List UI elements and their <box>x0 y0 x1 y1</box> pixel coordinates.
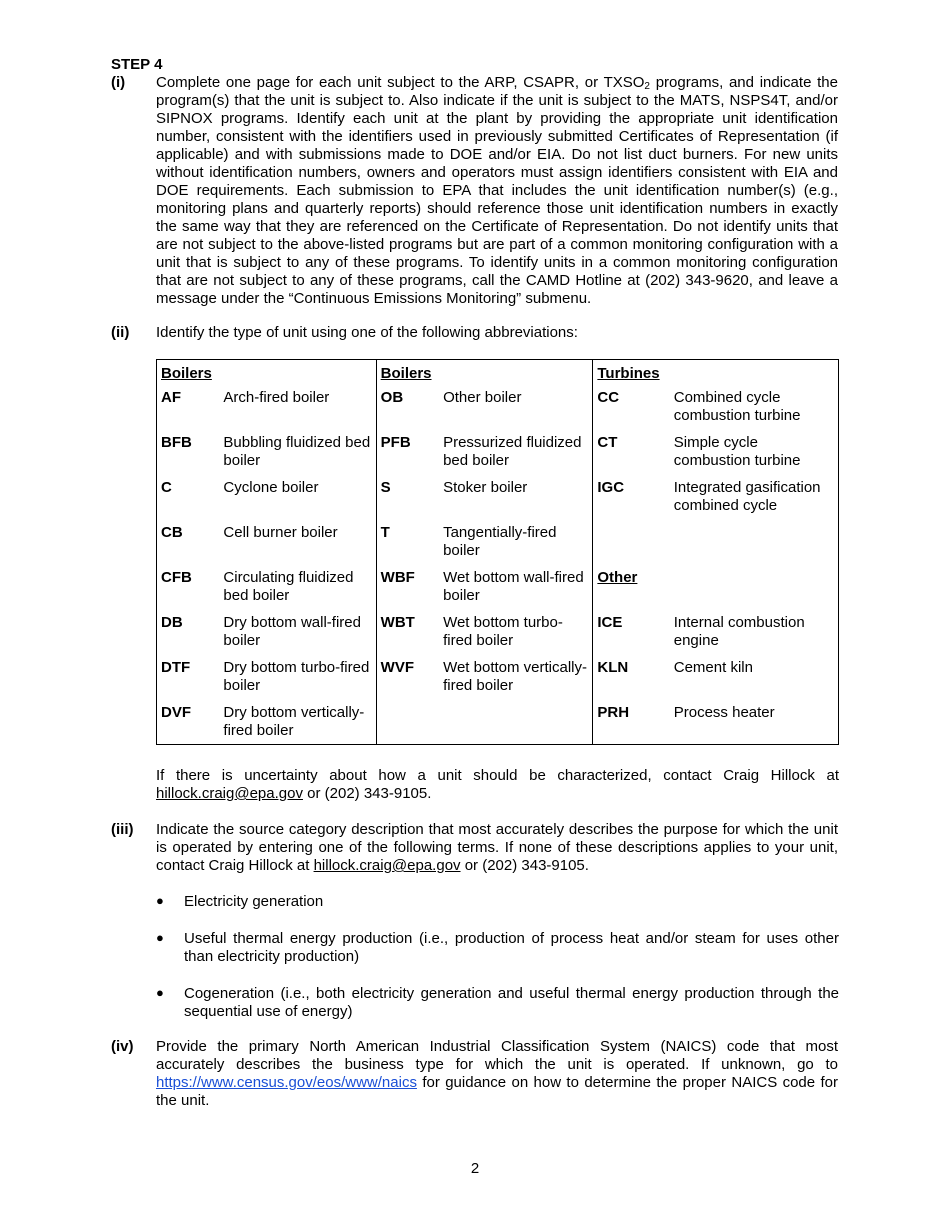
uncertainty-note-part1: If there is uncertainty about how a unit should be characterized, contact Craig Hillock at <box>156 767 839 784</box>
table-header-row <box>157 360 839 390</box>
unit-desc: Dry bottom wall-fired boiler <box>223 614 361 649</box>
unit-code: DTF <box>161 659 191 676</box>
section-iii-text <box>156 821 838 875</box>
unit-code: ICE <box>593 614 670 659</box>
section-iii-number: (iii) <box>111 821 134 838</box>
section-i-number: (i) <box>111 74 126 91</box>
unit-code: S <box>376 479 439 524</box>
bullet-icon: ● <box>156 985 164 1000</box>
table-header-other: Other <box>593 569 839 614</box>
unit-desc: Process heater <box>673 704 775 721</box>
unit-desc: Arch-fired boiler <box>223 389 330 406</box>
unit-desc: Dry bottom turbo-fired boiler <box>223 659 370 694</box>
section-iv-number: (iv) <box>111 1038 134 1055</box>
unit-desc: Circulating fluidized bed boiler <box>223 569 354 604</box>
unit-code: CC <box>593 389 670 434</box>
unit-desc-empty <box>670 524 839 569</box>
contact-email-link[interactable]: hillock.craig@epa.gov <box>313 857 461 874</box>
list-item-text: Useful thermal energy production (i.e., production of process heat and/or steam for uses other than electricity production) <box>184 930 839 965</box>
unit-code-empty <box>593 524 670 569</box>
table-header-boilers-1: Boilers <box>161 365 212 382</box>
naics-link[interactable]: https://www.census.gov/eos/www/naics <box>156 1074 417 1091</box>
unit-code: DB <box>161 614 183 631</box>
bullet-icon: ● <box>156 930 164 945</box>
unit-code-empty <box>376 704 439 745</box>
table-row <box>157 434 839 479</box>
unit-code: CB <box>161 524 183 541</box>
uncertainty-note-text <box>156 767 839 803</box>
table-row <box>157 569 839 614</box>
unit-code: DVF <box>161 704 191 721</box>
table-row <box>157 659 839 704</box>
unit-desc: Pressurized fluidized bed boiler <box>443 434 582 469</box>
unit-type-table <box>156 359 839 745</box>
section-i-text <box>156 74 838 308</box>
unit-desc: Other boiler <box>443 389 522 406</box>
unit-desc: Cell burner boiler <box>223 524 338 541</box>
table-header-boilers-2: Boilers <box>376 360 593 390</box>
uncertainty-note-part2: or (202) 343-9105. <box>302 785 432 802</box>
section-i-subscript: 2 <box>644 81 650 92</box>
table-header-turbines: Turbines <box>593 360 839 390</box>
table-row <box>157 524 839 569</box>
unit-desc: Simple cycle combustion turbine <box>673 434 801 469</box>
unit-code: IGC <box>593 479 670 524</box>
unit-code: WVF <box>376 659 439 704</box>
unit-code: PRH <box>593 704 670 745</box>
unit-desc: Cement kiln <box>673 659 753 676</box>
table-row <box>157 479 839 524</box>
section-i-text-part2: programs, and indicate the program(s) that the unit is subject to. Also indicate if the unit is subject to the MATS, NSPS4T, and/or SIPNOX programs. Identify each unit at the plant by providing the appropriate unit identification number, consistent with the identifiers used in previously submitted Certificates of Representation (if applicable) and with submissions made to DOE and/or EIA. Do not list duct burners. For new units without identification numbers, owners and operators must assign identifiers consistent with EIA and DOE requirements. Each submission to EPA that includes the unit identification number(s) (e.g., monitoring plans and quarterly reports) should reference those unit identification numbers in exactly the same way that they are referenced on the Certificate of Representation. Do not identify units that are not subject to the above-listed programs but are part of a common monitoring configuration with a unit that is subject to any of these programs. To identify units in a common monitoring configuration that are not subject to any of these programs, call the CAMD Hotline at (202) 343-9620, and leave a message under the “Continuous Emissions Monitoring” submenu. <box>156 74 838 307</box>
unit-desc: Internal combustion engine <box>673 614 805 649</box>
bullet-icon: ● <box>156 893 164 908</box>
unit-desc: Bubbling fluidized bed boiler <box>223 434 371 469</box>
section-ii-text: Identify the type of unit using one of the following abbreviations: <box>156 324 578 341</box>
page-number: 2 <box>470 1160 480 1177</box>
table-row <box>157 614 839 659</box>
unit-desc: Wet bottom turbo-fired boiler <box>443 614 563 649</box>
list-item-text: Electricity generation <box>184 893 324 910</box>
unit-code: AF <box>161 389 181 406</box>
unit-code: PFB <box>376 434 439 479</box>
unit-code: WBF <box>376 569 439 614</box>
unit-desc: Wet bottom wall-fired boiler <box>443 569 584 604</box>
contact-email-link[interactable]: hillock.craig@epa.gov <box>156 785 303 802</box>
list-item-text: Cogeneration (i.e., both electricity generation and useful thermal energy production through the sequential use of energy) <box>184 985 839 1020</box>
unit-desc: Wet bottom vertically-fired boiler <box>443 659 588 694</box>
unit-desc: Dry bottom vertically-fired boiler <box>223 704 365 739</box>
unit-code: CFB <box>161 569 192 586</box>
section-i-text-part1: Complete one page for each unit subject to the ARP, CSAPR, or TXSO <box>156 74 645 91</box>
unit-code: BFB <box>161 434 192 451</box>
unit-code: CT <box>593 434 670 479</box>
section-iv-part2: for guidance on how to determine the proper NAICS code for the unit. <box>156 1074 838 1109</box>
unit-desc: Stoker boiler <box>443 479 528 496</box>
unit-desc: Integrated gasification combined cycle <box>673 479 821 514</box>
unit-desc: Cyclone boiler <box>223 479 319 496</box>
table-row <box>157 704 839 745</box>
section-iii-part2: or (202) 343-9105. <box>460 857 589 874</box>
unit-code: OB <box>376 389 439 434</box>
section-ii-number: (ii) <box>111 324 130 341</box>
unit-desc: Combined cycle combustion turbine <box>673 389 801 424</box>
unit-desc: Tangentially-fired boiler <box>443 524 557 559</box>
unit-code: T <box>376 524 439 569</box>
unit-code: WBT <box>376 614 439 659</box>
section-iv-text <box>156 1038 838 1110</box>
unit-desc-empty <box>439 704 593 745</box>
step-title: STEP 4 <box>111 56 163 73</box>
section-iv-part1: Provide the primary North American Industrial Classification System (NAICS) code that most accurately describes the business type for which the unit is operated. If unknown, go to <box>156 1038 838 1073</box>
unit-code: KLN <box>593 659 670 704</box>
unit-code: C <box>161 479 172 496</box>
section-iii-part1: Indicate the source category description that most accurately describes the purpose for which the unit is operated by entering one of the following terms. If none of these descriptions applies to your unit, contact Craig Hillock at <box>156 821 838 874</box>
table-row <box>157 389 839 434</box>
